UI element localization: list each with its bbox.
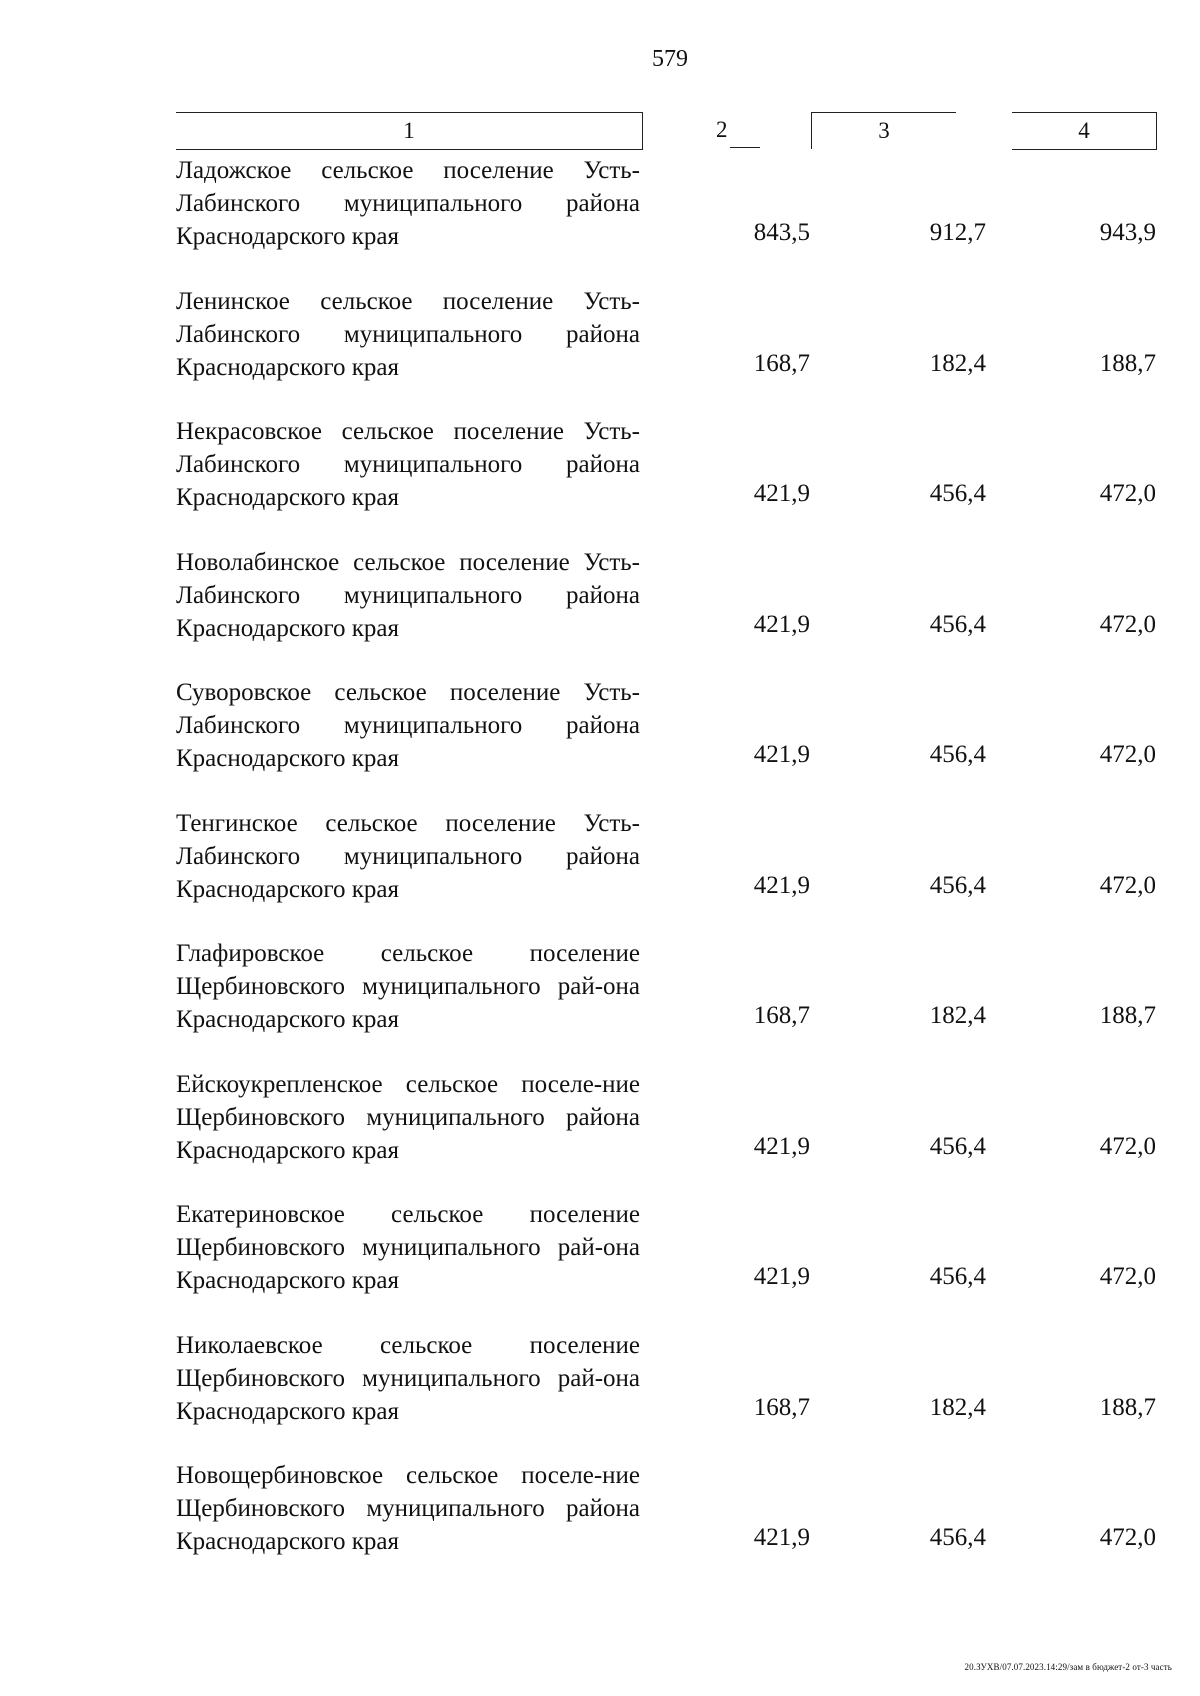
- value-col-4: 472,0: [1099, 610, 1156, 638]
- value-col-4: 943,9: [1099, 219, 1156, 246]
- value-col-4: 472,0: [1099, 1263, 1156, 1290]
- value-col-4: 188,7: [1099, 1002, 1156, 1029]
- table-row: [0, 285, 1200, 416]
- value-col-2: 421,9: [753, 741, 810, 768]
- table-row: [0, 937, 1200, 1068]
- settlement-name: Ладожское сельское поселение Усть-Лабинского муниципального района Краснодарского края: [176, 157, 640, 250]
- header-col-1: 1: [176, 112, 643, 150]
- table-body: [0, 154, 1200, 1590]
- value-col-2: 843,5: [753, 219, 810, 246]
- table-row: [0, 807, 1200, 938]
- value-col-4: 472,0: [1099, 480, 1156, 507]
- settlement-name: Суворовское сельское поселение Усть-Лабинского муниципального района Краснодарского края: [176, 679, 640, 772]
- settlement-name: Новолабинское сельское поселение Усть-Лабинского муниципального района Краснодарского края: [176, 548, 640, 642]
- value-col-3: 456,4: [929, 1263, 986, 1290]
- settlement-name: Екатериновское сельское поселение Щербиновского муниципального рай-она Краснодарского края: [176, 1201, 640, 1294]
- value-col-3: 182,4: [929, 1002, 986, 1029]
- value-col-4: 472,0: [1099, 741, 1156, 768]
- value-col-2: 168,7: [753, 1393, 810, 1421]
- value-col-4: 472,0: [1099, 1132, 1156, 1160]
- settlement-name: Некрасовское сельское поселение Усть-Лабинского муниципального района Краснодарского края: [176, 418, 640, 511]
- settlement-name: Николаевское сельское поселение Щербиновского муниципального рай-она Краснодарского края: [176, 1331, 640, 1425]
- table-row: [0, 676, 1200, 807]
- settlement-name: Глафировское сельское поселение Щербиновского муниципального рай-она Краснодарского края: [176, 940, 640, 1033]
- value-col-2: 168,7: [753, 349, 810, 377]
- value-col-3: 182,4: [929, 349, 986, 377]
- settlement-name: Ейскоукрепленское сельское поселе-ние Щербиновского муниципального района Краснодарского края: [176, 1070, 640, 1164]
- value-col-2: 421,9: [753, 480, 810, 507]
- value-col-4: 472,0: [1099, 1524, 1156, 1551]
- value-col-3: 456,4: [929, 741, 986, 768]
- header-col-2: [650, 112, 810, 148]
- table-row: [0, 1198, 1200, 1329]
- value-col-3: 456,4: [929, 871, 986, 899]
- table-row: [0, 546, 1200, 677]
- settlement-name: Тенгинское сельское поселение Усть-Лабинского муниципального района Краснодарского края: [176, 809, 640, 903]
- table-header: [0, 112, 1200, 152]
- value-col-3: 456,4: [929, 1524, 986, 1551]
- document-footer: 20.ЗУХВ/07.07.2023.14:29/зам в бюджет-2 от-3 часть: [964, 1662, 1172, 1672]
- value-col-2: 421,9: [753, 1524, 810, 1551]
- value-col-3: 456,4: [929, 480, 986, 507]
- value-col-4: 188,7: [1099, 349, 1156, 377]
- table-row: [0, 1459, 1200, 1590]
- value-col-2: 421,9: [753, 1263, 810, 1290]
- value-col-3: 912,7: [929, 219, 986, 246]
- value-col-2: 421,9: [753, 610, 810, 638]
- header-col-3: 3: [811, 112, 956, 149]
- table-row: [0, 154, 1200, 285]
- table-row: [0, 1329, 1200, 1460]
- value-col-4: 472,0: [1099, 871, 1156, 899]
- value-col-2: 421,9: [753, 1132, 810, 1160]
- value-col-2: 168,7: [753, 1002, 810, 1029]
- header-col-2-label: 2: [716, 117, 728, 142]
- page-number: 579: [652, 46, 688, 72]
- value-col-3: 456,4: [929, 610, 986, 638]
- value-col-2: 421,9: [753, 871, 810, 899]
- value-col-4: 188,7: [1099, 1393, 1156, 1421]
- value-col-3: 456,4: [929, 1132, 986, 1160]
- value-col-3: 182,4: [929, 1393, 986, 1421]
- table-row: [0, 1068, 1200, 1199]
- table-row: [0, 415, 1200, 546]
- settlement-name: Ленинское сельское поселение Усть-Лабинского муниципального района Краснодарского края: [176, 287, 640, 381]
- settlement-name: Новощербиновское сельское поселе-ние Щербиновского муниципального района Краснодарского края: [176, 1462, 640, 1555]
- header-col-4: 4: [1012, 112, 1157, 150]
